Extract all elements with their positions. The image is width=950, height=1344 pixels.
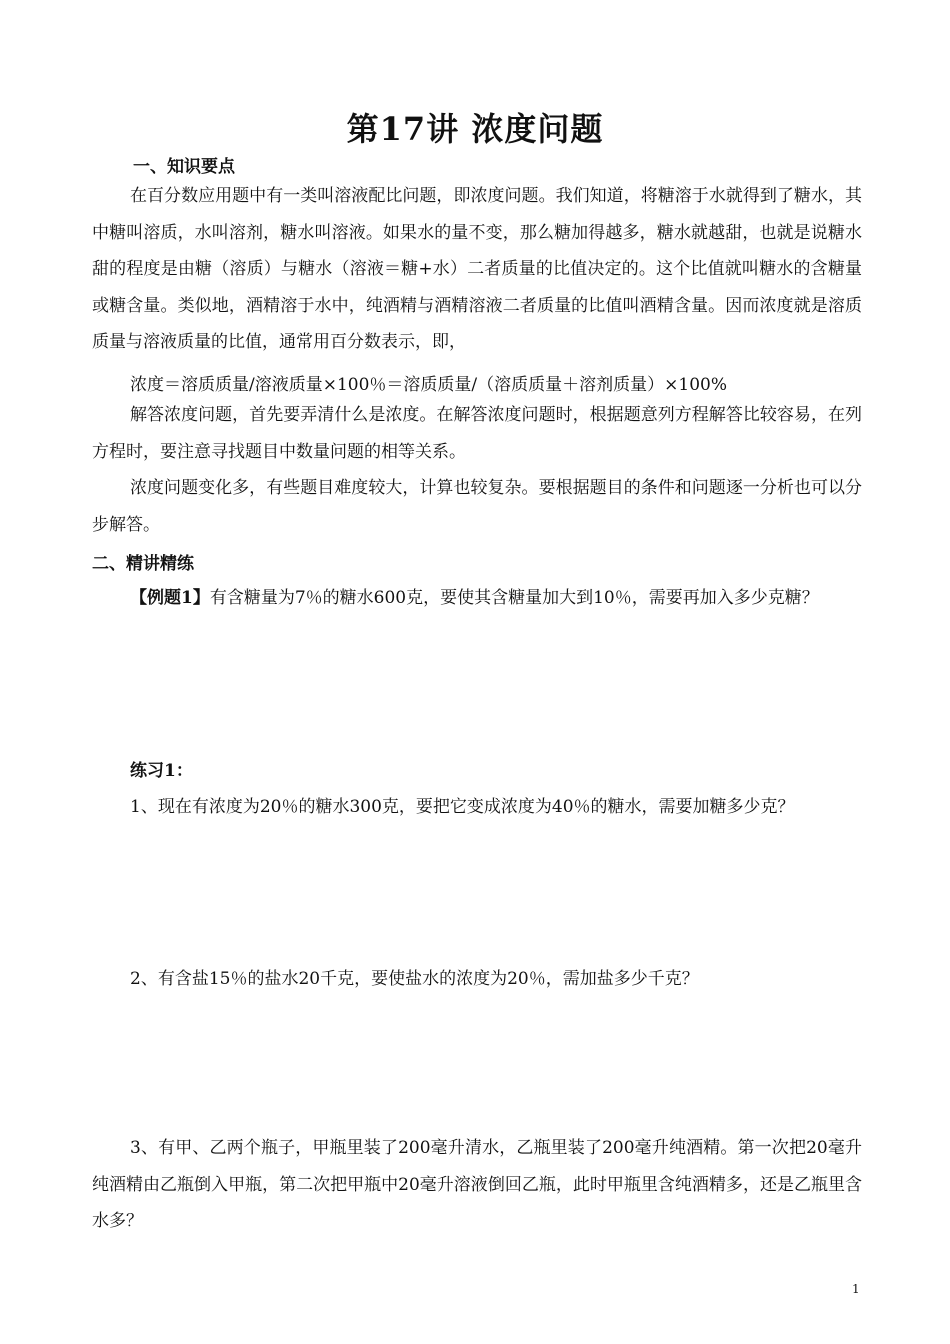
note-paragraph: 浓度问题变化多，有些题目难度较大，计算也较复杂。要根据题目的条件和问题逐一分析也可以分步解答。	[92, 478, 862, 535]
page-title: 第17讲 浓度问题	[346, 110, 604, 148]
example-1	[130, 583, 819, 608]
section-heading-key-points: 一、知识要点	[133, 157, 235, 177]
section-heading-practice: 二、精讲精练	[92, 554, 194, 574]
question-2: 2、有含盐15％的盐水20千克，要使盐水的浓度为20％，需加盐多少千克？	[130, 969, 699, 989]
example-1-text: 有含糖量为7％的糖水600克，要使其含糖量加大到10％，需要再加入多少克糖？	[209, 588, 819, 608]
practice-1-heading: 练习1：	[130, 761, 193, 781]
question-3: 3、有甲、乙两个瓶子，甲瓶里装了200毫升清水，乙瓶里装了200毫升纯酒精。第一次把20毫升纯酒精由乙瓶倒入甲瓶，第二次把甲瓶中20毫升溶液倒回乙瓶，此时甲瓶里含纯酒精多，还是乙瓶里含水多？	[92, 1138, 862, 1231]
method-paragraph: 解答浓度问题，首先要弄清什么是浓度。在解答浓度问题时，根据题意列方程解答比较容易，在列方程时，要注意寻找题目中数量问题的相等关系。	[92, 405, 862, 462]
concentration-formula: 浓度＝溶质质量/溶液质量×100％＝溶质质量/（溶质质量＋溶剂质量）×100%	[130, 375, 727, 395]
intro-paragraph: 在百分数应用题中有一类叫溶液配比问题，即浓度问题。我们知道，将糖溶于水就得到了糖水，其中糖叫溶质，水叫溶剂，糖水叫溶液。如果水的量不变，那么糖加得越多，糖水就越甜，也就是说糖水甜的程度是由糖（溶质）与糖水（溶液＝糖+水）二者质量的比值决定的。这个比值就叫糖水的含糖量或糖含量。类似地，酒精溶于水中，纯酒精与酒精溶液二者质量的比值叫酒精含量。因而浓度就是溶质质量与溶液质量的比值，通常用百分数表示，即，	[92, 186, 862, 352]
example-1-label: 【例题1】	[130, 588, 210, 608]
question-1: 1、现在有浓度为20％的糖水300克，要把它变成浓度为40％的糖水，需要加糖多少克？	[130, 797, 795, 817]
page-number: 1	[852, 1282, 860, 1296]
